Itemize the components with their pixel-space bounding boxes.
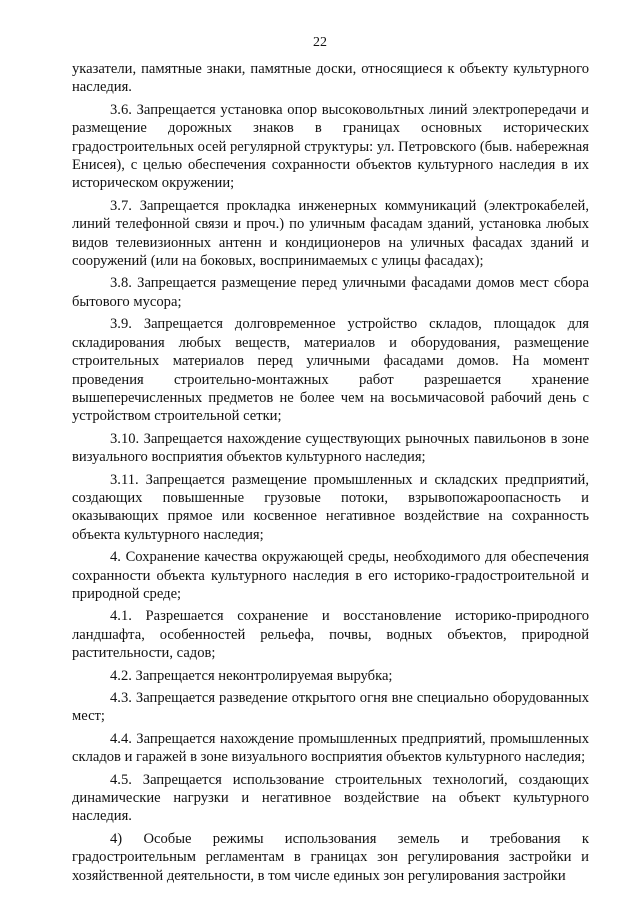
paragraph-3-10: 3.10. Запрещается нахождение существующих рыночных павильонов в зоне визуального восприятия объектов культурного наследия;: [72, 430, 589, 466]
paragraph-3-9: 3.9. Запрещается долговременное устройство складов, площадок для складирования любых веществ, материалов и оборудования, размещение строительных материалов перед уличными фасадами домов. На момент проведения строительно-монтажных работ разрешается хранение вышеперечисленных предметов не более чем на восьмичасовой рабочий день с устройством строительной сетки;: [72, 316, 589, 425]
paragraph-4: 4. Сохранение качества окружающей среды, необходимого для обеспечения сохранности объекта культурного наследия в его историко-градостроительной и природной среде;: [72, 549, 589, 602]
paragraph-4-5: 4.5. Запрещается использование строительных технологий, создающих динамические нагрузки и негативное воздействие на объект культурного наследия.: [72, 771, 589, 825]
paragraph-continuation: указатели, памятные знаки, памятные доски, относящиеся к объекту культурного наследия.: [72, 61, 589, 96]
paragraph-3-6: 3.6. Запрещается установка опор высоковольтных линий электропередачи и размещение дорожных знаков в границах основных исторических градостроительных осей регулярной структуры: ул. Петровского (быв. набережная Енисея), с целью обеспечения сохранности объектов культурного наследия в их историческом окружении;: [72, 101, 589, 192]
paragraph-4-4: 4.4. Запрещается нахождение промышленных предприятий, промышленных складов и гаражей в зоне визуального восприятия объектов культурного наследия;: [72, 730, 589, 766]
paragraph-4-3: 4.3. Запрещается разведение открытого огня вне специально оборудованных мест;: [72, 690, 589, 725]
paragraph-3-11: 3.11. Запрещается размещение промышленных и складских предприятий, создающих повышенные грузовые потоки, взрывопожароопасность и оказывающих прямое или косвенное негативное воздействие на сохранность объекта культурного наследия;: [72, 471, 589, 543]
paragraph-4-2: 4.2. Запрещается неконтролируемая вырубка;: [110, 667, 393, 684]
paragraph-3-7: 3.7. Запрещается прокладка инженерных коммуникаций (электрокабелей, линий телефонной связи и проч.) по уличным фасадам зданий, установка любых видов телевизионных антенн и кондиционеров на уличных фасадах зданий и сооружений (или на боковых, воспринимаемых с улицы фасадах);: [72, 197, 589, 270]
paragraph-3-8: 3.8. Запрещается размещение перед уличными фасадами домов мест сбора бытового мусора;: [72, 275, 589, 310]
paragraph-4-1: 4.1. Разрешается сохранение и восстановление историко-природного ландшафта, особенностей рельефа, почвы, водных объектов, природной растительности, садов;: [72, 608, 589, 662]
page-number: 22: [313, 35, 327, 50]
document-body: [72, 60, 589, 889]
paragraph-item-4: 4) Особые режимы использования земель и требования к градостроительным регламентам в границах зон регулирования застройки и хозяйственной деятельности, в том числе единых зон регулирования застройки: [72, 830, 589, 884]
